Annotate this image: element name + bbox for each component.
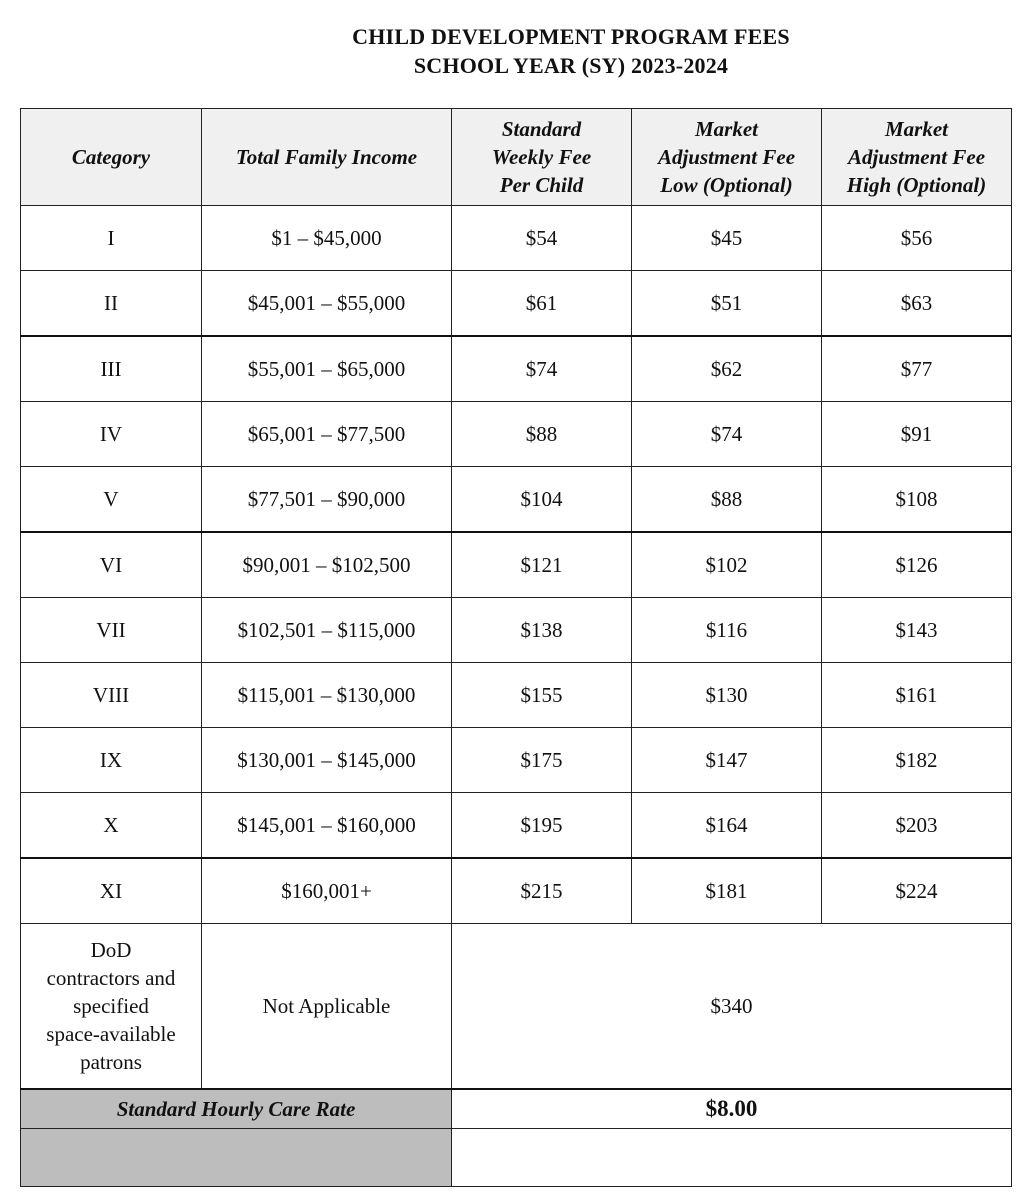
income-cell: $160,001+ xyxy=(202,858,452,924)
document-title xyxy=(0,22,1027,80)
hourly-rate-label: Standard Hourly Care Rate xyxy=(21,1089,452,1129)
market-low-cell: $88 xyxy=(632,467,822,533)
title-line-1: CHILD DEVELOPMENT PROGRAM FEES xyxy=(352,24,790,49)
category-cell: XI xyxy=(21,858,202,924)
table-row xyxy=(21,402,1012,467)
header-category: Category xyxy=(21,109,202,206)
market-low-cell: $51 xyxy=(632,271,822,337)
dod-fee-cell: $340 xyxy=(452,924,1012,1090)
dod-label-line: specified xyxy=(73,994,149,1018)
category-cell: II xyxy=(21,271,202,337)
header-market-high: Market Adjustment Fee High (Optional) xyxy=(822,109,1012,206)
table-row xyxy=(21,793,1012,859)
hourly-rate-value: $8.00 xyxy=(452,1089,1012,1129)
income-cell: $102,501 – $115,000 xyxy=(202,598,452,663)
income-cell: $90,001 – $102,500 xyxy=(202,532,452,598)
header-market-low: Market Adjustment Fee Low (Optional) xyxy=(632,109,822,206)
standard-fee-cell: $155 xyxy=(452,663,632,728)
header-row xyxy=(21,109,1012,206)
standard-fee-cell: $74 xyxy=(452,336,632,402)
income-cell: $45,001 – $55,000 xyxy=(202,271,452,337)
table-row xyxy=(21,598,1012,663)
fee-table xyxy=(20,108,1012,1187)
table-row xyxy=(21,858,1012,924)
category-cell: X xyxy=(21,793,202,859)
standard-fee-cell: $104 xyxy=(452,467,632,533)
standard-fee-cell: $61 xyxy=(452,271,632,337)
dod-label-line: patrons xyxy=(80,1050,142,1074)
dod-income-cell: Not Applicable xyxy=(202,924,452,1090)
market-high-cell: $182 xyxy=(822,728,1012,793)
blank-row xyxy=(21,1129,1012,1187)
income-cell: $115,001 – $130,000 xyxy=(202,663,452,728)
table-row xyxy=(21,728,1012,793)
standard-fee-cell: $138 xyxy=(452,598,632,663)
category-cell: I xyxy=(21,206,202,271)
category-cell: VIII xyxy=(21,663,202,728)
market-low-cell: $147 xyxy=(632,728,822,793)
table-row xyxy=(21,336,1012,402)
hourly-rate-row xyxy=(21,1089,1012,1129)
market-low-cell: $130 xyxy=(632,663,822,728)
market-high-cell: $56 xyxy=(822,206,1012,271)
category-cell: IV xyxy=(21,402,202,467)
income-cell: $1 – $45,000 xyxy=(202,206,452,271)
blank-gray-cell xyxy=(21,1129,452,1187)
market-high-cell: $63 xyxy=(822,271,1012,337)
standard-fee-cell: $121 xyxy=(452,532,632,598)
market-high-cell: $108 xyxy=(822,467,1012,533)
market-high-cell: $91 xyxy=(822,402,1012,467)
income-cell: $145,001 – $160,000 xyxy=(202,793,452,859)
market-high-cell: $224 xyxy=(822,858,1012,924)
standard-fee-cell: $175 xyxy=(452,728,632,793)
market-high-cell: $203 xyxy=(822,793,1012,859)
category-cell: III xyxy=(21,336,202,402)
table-row xyxy=(21,467,1012,533)
market-low-cell: $181 xyxy=(632,858,822,924)
category-cell: IX xyxy=(21,728,202,793)
dod-category-cell xyxy=(21,924,202,1090)
market-high-cell: $77 xyxy=(822,336,1012,402)
category-cell: VII xyxy=(21,598,202,663)
header-standard-fee: Standard Weekly Fee Per Child xyxy=(452,109,632,206)
income-cell: $55,001 – $65,000 xyxy=(202,336,452,402)
market-low-cell: $74 xyxy=(632,402,822,467)
category-cell: VI xyxy=(21,532,202,598)
market-low-cell: $164 xyxy=(632,793,822,859)
header-income: Total Family Income xyxy=(202,109,452,206)
table-row xyxy=(21,532,1012,598)
market-low-cell: $116 xyxy=(632,598,822,663)
income-cell: $130,001 – $145,000 xyxy=(202,728,452,793)
standard-fee-cell: $215 xyxy=(452,858,632,924)
dod-label-line: DoD xyxy=(90,938,132,962)
standard-fee-cell: $54 xyxy=(452,206,632,271)
standard-fee-cell: $88 xyxy=(452,402,632,467)
market-low-cell: $62 xyxy=(632,336,822,402)
market-high-cell: $161 xyxy=(822,663,1012,728)
dod-label-line: contractors and xyxy=(46,966,176,990)
income-cell: $65,001 – $77,500 xyxy=(202,402,452,467)
table-row xyxy=(21,271,1012,337)
table-row xyxy=(21,206,1012,271)
title-line-2: SCHOOL YEAR (SY) 2023-2024 xyxy=(413,53,729,78)
table-row xyxy=(21,663,1012,728)
market-high-cell: $126 xyxy=(822,532,1012,598)
income-cell: $77,501 – $90,000 xyxy=(202,467,452,533)
blank-cell xyxy=(452,1129,1012,1187)
category-cell: V xyxy=(21,467,202,533)
market-low-cell: $102 xyxy=(632,532,822,598)
standard-fee-cell: $195 xyxy=(452,793,632,859)
dod-label-line: space-available xyxy=(46,1022,176,1046)
market-high-cell: $143 xyxy=(822,598,1012,663)
market-low-cell: $45 xyxy=(632,206,822,271)
dod-row xyxy=(21,924,1012,1090)
